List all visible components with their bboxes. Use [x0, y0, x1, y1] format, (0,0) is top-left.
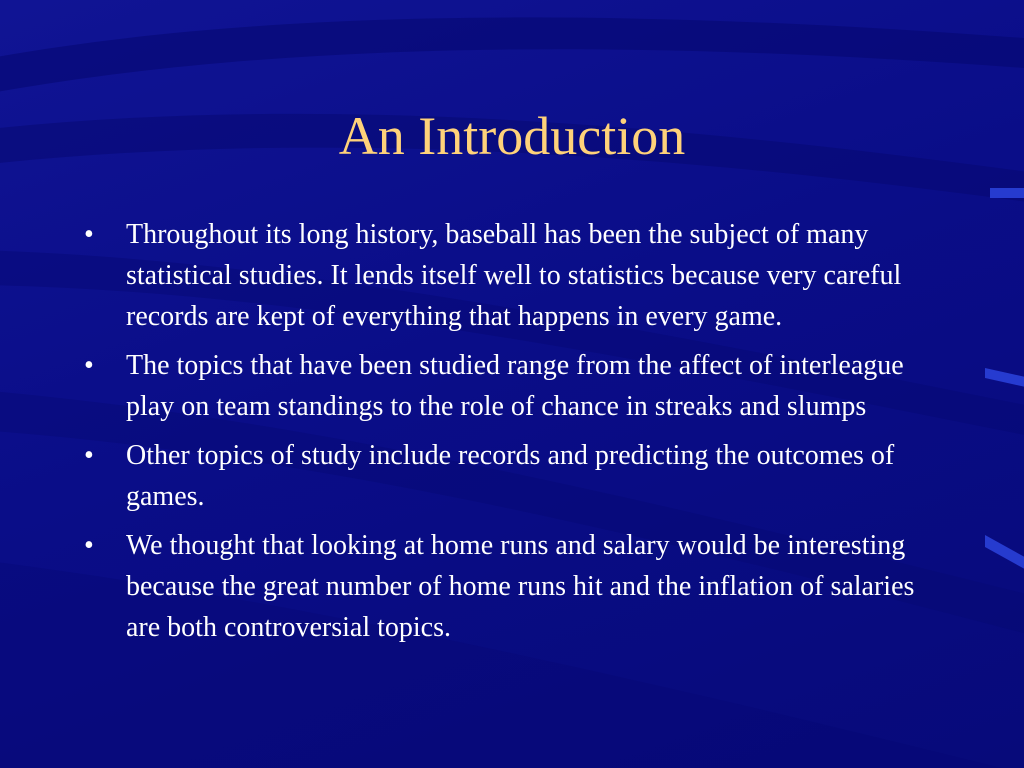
bullet-list [80, 214, 940, 656]
edge-streak-1 [990, 188, 1024, 198]
bullet-text: Throughout its long history, baseball has been the subject of many statistical studies. It lends itself well to statistics because very careful records are kept of everything that happens in every game. [126, 219, 902, 332]
edge-streak-3 [985, 535, 1024, 572]
bullet-text: We thought that looking at home runs and salary would be interesting because the great number of home runs hit and the inflation of salaries are both controversial topics. [126, 530, 915, 643]
bullet-item [80, 435, 940, 517]
bullet-icon: • [84, 530, 94, 561]
bullet-item [80, 214, 940, 337]
swoosh-top [0, 17, 1024, 95]
bullet-text: Other topics of study include records and predicting the outcomes of games. [126, 440, 895, 512]
edge-streak-2 [985, 368, 1024, 388]
bullet-item [80, 345, 940, 427]
bullet-icon: • [84, 350, 94, 381]
bullet-item [80, 525, 940, 648]
slide-title: An Introduction [338, 106, 686, 166]
bullet-text: The topics that have been studied range from the affect of interleague play on team standings to the role of chance in streaks and slumps [126, 350, 904, 422]
bullet-icon: • [84, 440, 94, 471]
bullet-icon: • [84, 219, 94, 250]
